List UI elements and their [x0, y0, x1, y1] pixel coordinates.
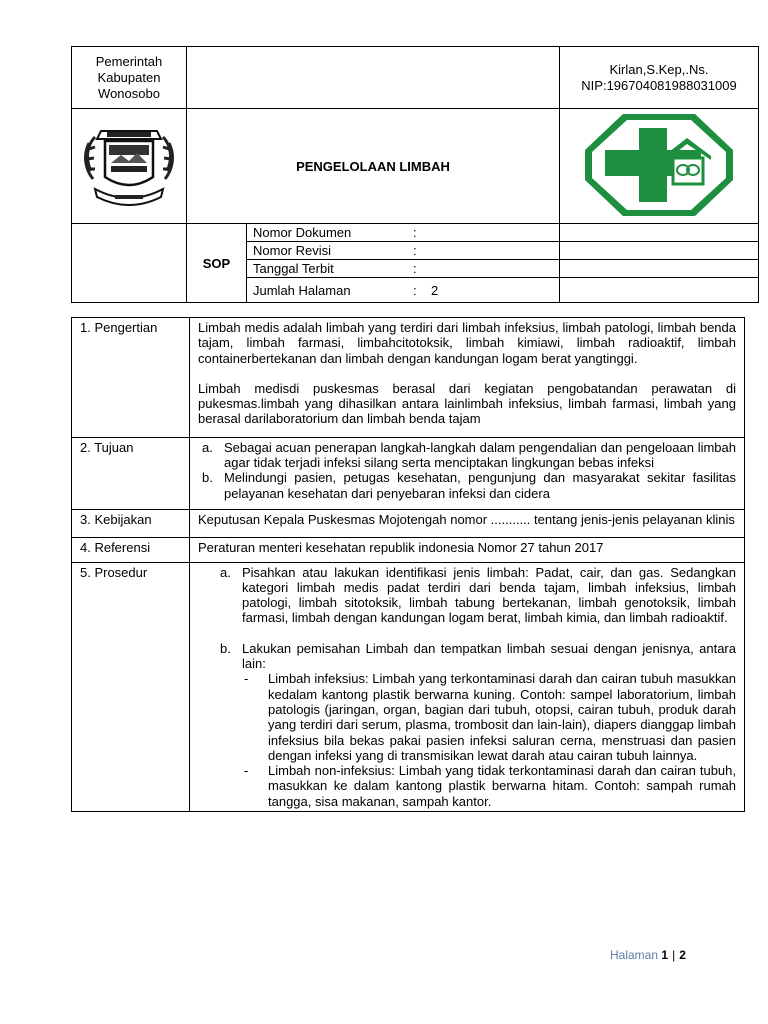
- signer-name: Kirlan,S.Kep,.Ns.: [609, 61, 709, 77]
- prosedur-dash-item: - Limbah non-infeksius: Limbah yang tidak terkontaminasi darah dan cairan tubuh, masukkan ke dalam kantong plastik berwarna hitam. Contoh: sampah rumah tangga, sisa makanan, sampah kantor.: [244, 763, 736, 809]
- content-table: [71, 317, 745, 812]
- regency-crest-icon: [81, 119, 177, 211]
- document-title: PENGELOLAAN LIMBAH: [187, 109, 560, 224]
- sop-label: SOP: [187, 224, 247, 303]
- meta-label: Nomor Revisi: [253, 243, 332, 258]
- footer-label: Halaman: [610, 948, 659, 962]
- prosedur-dash-item: - Limbah infeksius: Limbah yang terkontaminasi darah dan cairan tubuh masukkan kedalam kantong plastik berwarna kuning. Contoh: sampel laboratorium, limbah patologis (jaringan, organ, bagian dari tubuh, otopsi, cairan tubuh, produk darah yang terdiri dari serum, plasma, trombosit dan lain-lain), diapers dianggap limbah infeksius bila bekas pakai pasien infeksi saluran cerna, menstruasi dan pasien dengan infeksi yang di transmisikan lewat darah atau cairan tubuh lainnya.: [244, 671, 736, 763]
- list-item: a. Sebagai acuan penerapan langkah-langkah dalam pengendalian dan pengeloaan limbah agar tidak terjadi infeksi silang serta menciptakan lingkungan bebas infeksi: [202, 439, 736, 471]
- signer-nip: NIP:196704081988031009: [581, 77, 737, 93]
- meta-extra-cell: [560, 260, 759, 278]
- puskesmas-cross-house-icon: [583, 112, 735, 218]
- header-blank-cell: [187, 47, 560, 109]
- meta-value: :: [413, 225, 417, 240]
- tujuan-list: [198, 440, 736, 501]
- header-table: [71, 46, 759, 303]
- prosedur-step-a: a. Pisahkan atau lakukan identifikasi jenis limbah: Padat, cair, dan gas. Sedangkan kategori limbah medis padat terdiri dari benda tajam, limbah infeksius, limbah patologi, limbah sitotoksik, limbah tabung bertekanan, limbah genotoksik, limbah farmasi, limbah dengan kandungan logam berat, limbah kimia, dan limbah radioaktif.: [220, 564, 736, 626]
- crest-cell: [72, 109, 187, 224]
- section-pengertian: [72, 318, 745, 438]
- signer-block: [560, 47, 759, 109]
- meta-label: Jumlah Halaman: [253, 282, 351, 298]
- section-label: 1. Pengertian: [72, 318, 190, 438]
- section-prosedur: [72, 562, 745, 811]
- meta-value: : 2: [413, 282, 439, 298]
- referensi-text: Peraturan menteri kesehatan republik indonesia Nomor 27 tahun 2017: [198, 540, 604, 556]
- meta-value: :: [413, 261, 417, 276]
- pengertian-paragraph-1: Limbah medis adalah limbah yang terdiri dari limbah infeksius, limbah patologi, limbah benda tajam, limbah farmasi, limbahcitotoksik, limbah kimiawi, limbah radioaktif, limbah containerbertekanan dan limbah dengan kandungan logam berat yangtinggi.: [198, 320, 736, 366]
- meta-label: Tanggal Terbit: [253, 261, 334, 276]
- meta-value: :: [413, 243, 417, 258]
- government-name: [72, 47, 187, 109]
- meta-extra-cell: [560, 224, 759, 242]
- page-footer: [610, 948, 686, 962]
- gov-line-2: Kabupaten: [97, 69, 161, 85]
- meta-extra-cell: [560, 242, 759, 260]
- section-label: 3. Kebijakan: [72, 509, 190, 537]
- meta-extra-cell: [560, 278, 759, 303]
- meta-row-tanggal: [247, 260, 560, 278]
- meta-row-halaman: [247, 278, 560, 303]
- footer-page-number: 1: [661, 948, 669, 962]
- section-label: 4. Referensi: [72, 538, 190, 562]
- meta-row-revisi: [247, 242, 560, 260]
- kebijakan-text: Keputusan Kepala Puskesmas Mojotengah nomor ........... tentang jenis-jenis pelayanan klinis: [198, 511, 735, 527]
- section-label: 5. Prosedur: [72, 562, 190, 811]
- footer-total-pages: 2: [679, 948, 686, 962]
- section-referensi: [72, 538, 745, 562]
- puskesmas-logo-cell: [560, 109, 759, 224]
- pengertian-paragraph-2: Limbah medisdi puskesmas berasal dari kegiatan pengobatandan perawatan di pukesmas.limbah yang dihasilkan antara lainlimbah infeksius, limbah farmasi, limbah yang berasal darilaboratorium dan limbah benda tajam: [198, 380, 736, 427]
- section-label: 2. Tujuan: [72, 437, 190, 509]
- section-kebijakan: [72, 509, 745, 537]
- gov-line-3: Wonosobo: [98, 85, 160, 101]
- meta-row-dokumen: [247, 224, 560, 242]
- footer-separator: |: [672, 948, 676, 962]
- section-tujuan: [72, 437, 745, 509]
- meta-label: Nomor Dokumen: [253, 225, 352, 240]
- list-item: b. Melindungi pasien, petugas kesehatan, pengunjung dan masyarakat sekitar fasilitas pelayanan kesehatan dari penyebaran infeksi dan cidera: [202, 470, 736, 501]
- gov-line-1: Pemerintah: [95, 53, 163, 69]
- header-left-blank: [72, 224, 187, 303]
- prosedur-step-b: b. Lakukan pemisahan Limbah dan tempatkan limbah sesuai dengan jenisnya, antara lain:: [220, 640, 736, 672]
